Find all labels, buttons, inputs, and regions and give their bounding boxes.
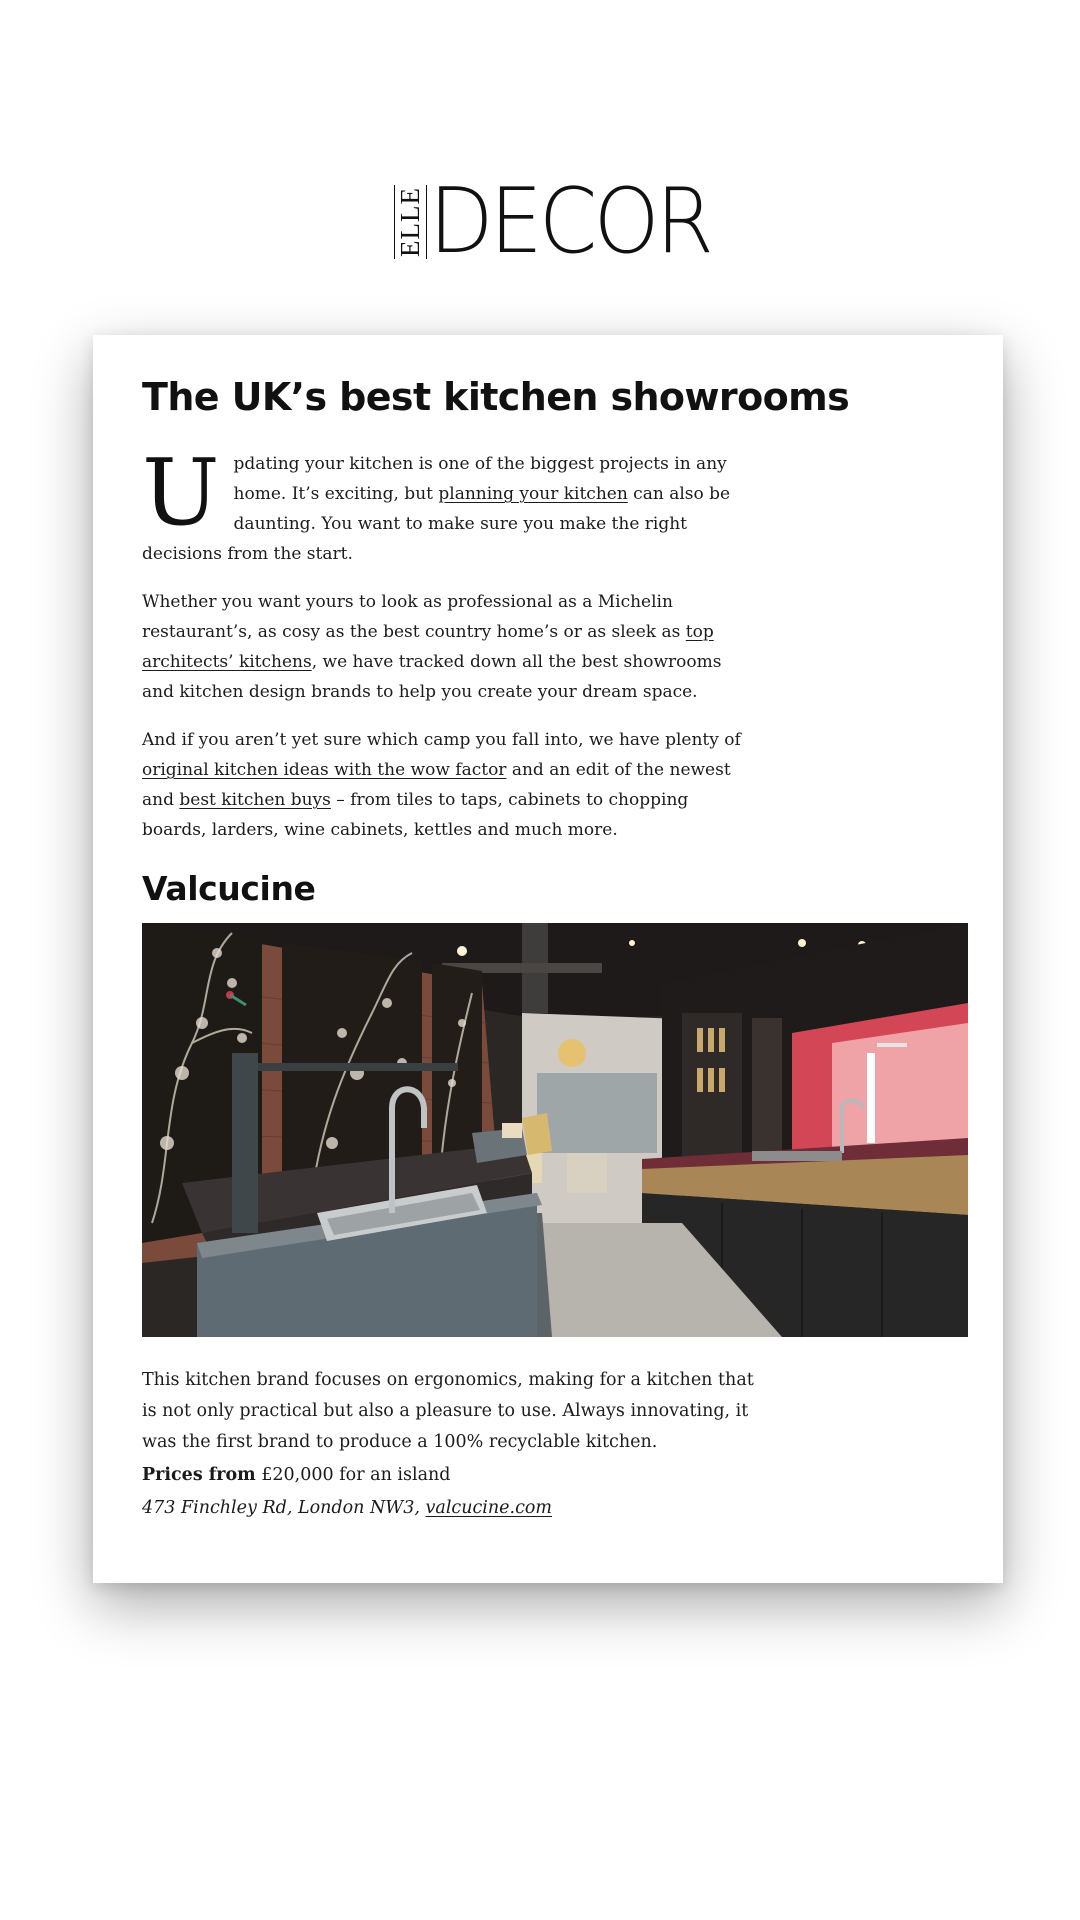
original-kitchen-ideas-link[interactable]: original kitchen ideas with the wow factor xyxy=(142,760,507,780)
valcucine-address xyxy=(142,1493,968,1524)
intro-text-2: can also be daunting. You want to make sure you make the right decisions from the start. xyxy=(142,484,731,564)
p3-text-3: – from tiles to taps, cabinets to chopping boards, larders, wine cabinets, kettles and much more. xyxy=(142,790,689,840)
valcucine-price xyxy=(142,1460,968,1491)
article-title: The UK’s best kitchen showrooms xyxy=(142,375,850,419)
valcucine-description: This kitchen brand focuses on ergonomics, making for a kitchen that is not only practical but also a pleasure to use. Always innovating, it was the first brand to produce a 100% recyclable kitchen. xyxy=(142,1370,754,1452)
drop-cap: U xyxy=(142,439,220,546)
valcucine-showroom-photo xyxy=(142,923,968,1337)
price-value: £20,000 for an island xyxy=(255,1465,451,1485)
article-card xyxy=(93,335,1003,1583)
intro-text-1: pdating your kitchen is one of the biggest projects in any home. It’s exciting, but xyxy=(233,454,727,504)
p2-text-1: Whether you want yours to look as professional as a Michelin restaurant’s, as cosy as the best country home’s or as sleek as xyxy=(142,592,686,642)
third-paragraph xyxy=(142,725,752,845)
price-label: Prices from xyxy=(142,1465,256,1485)
elle-decor-logo[interactable] xyxy=(394,169,731,274)
logo-decor-text: DECOR xyxy=(429,169,711,274)
intro-paragraph xyxy=(142,439,752,569)
address-text: 473 Finchley Rd, London NW3, xyxy=(142,1498,426,1518)
p3-text-2: and an edit of the newest and xyxy=(142,760,731,810)
top-architects-kitchens-link[interactable]: top architects’ kitchens xyxy=(142,622,714,672)
p2-text-2: , we have tracked down all the best showrooms and kitchen design brands to help you create your dream space. xyxy=(142,652,722,702)
valcucine-website-link[interactable]: valcucine.com xyxy=(425,1498,553,1518)
logo-elle-text: ELLE xyxy=(394,185,427,259)
section-heading-valcucine: Valcucine xyxy=(142,869,316,908)
best-kitchen-buys-link[interactable]: best kitchen buys xyxy=(179,790,331,810)
planning-your-kitchen-link[interactable]: planning your kitchen xyxy=(438,484,628,504)
p3-text-1: And if you aren’t yet sure which camp you fall into, we have plenty of xyxy=(142,730,741,750)
article-body xyxy=(142,375,968,1524)
second-paragraph xyxy=(142,587,752,707)
